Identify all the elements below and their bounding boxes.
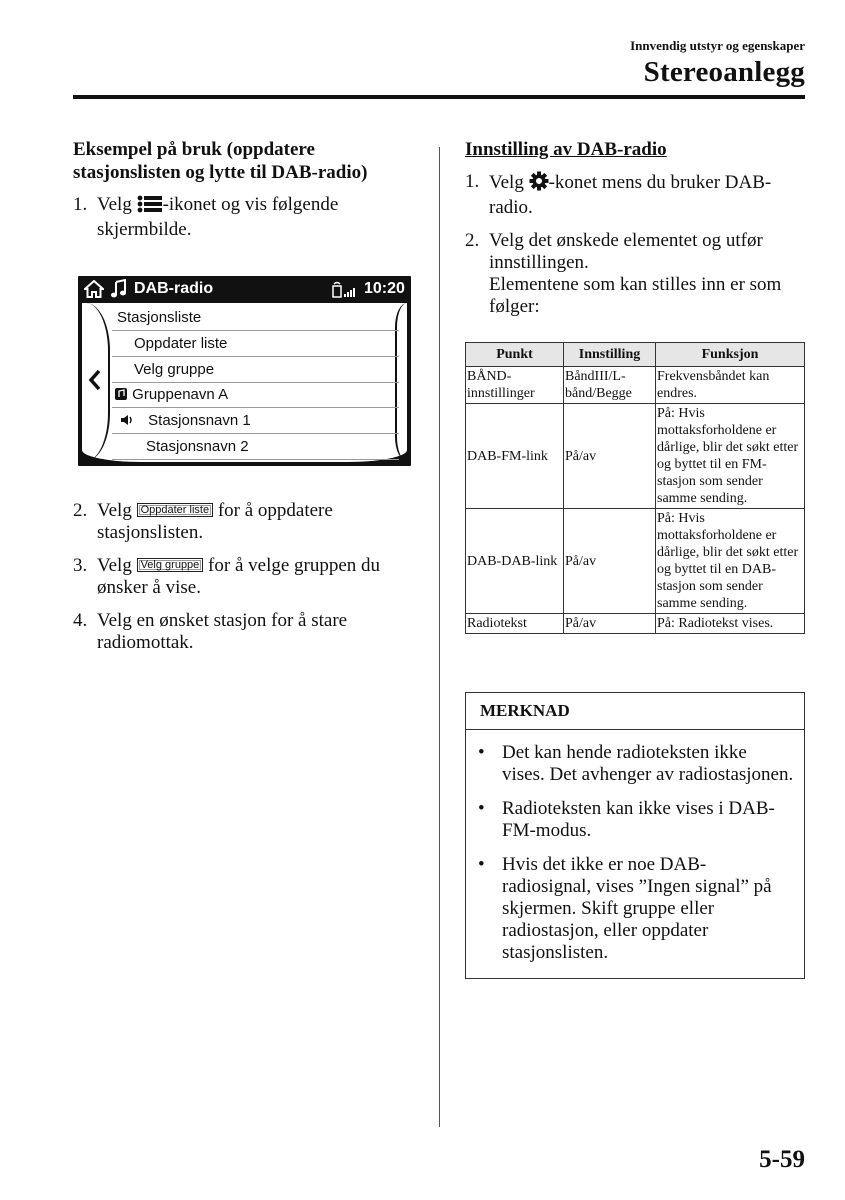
table-cell: På/av <box>564 404 656 509</box>
page-title: Stereoanlegg <box>643 56 805 88</box>
right-column <box>465 138 805 634</box>
list-item-update-list[interactable]: Oppdater liste <box>112 331 399 357</box>
left-step-3 <box>73 555 418 599</box>
table-cell: På: Radiotekst vises. <box>656 614 805 634</box>
table-row <box>466 509 805 614</box>
table-cell: DAB-DAB-link <box>466 509 564 614</box>
step-text-pre: Velg <box>97 555 137 576</box>
step-text-line-2: Elementene som kan stilles inn er som følger: <box>489 274 782 317</box>
example-heading: Eksempel på bruk (oppdatere stasjonslisten og lytte til DAB-radio) <box>73 139 368 183</box>
step-text-post: -ikonet og vis følgende skjermbilde. <box>97 194 339 240</box>
note-box <box>465 692 805 979</box>
table-cell: Frekvensbåndet kan endres. <box>656 367 805 404</box>
station-name: Stasjonsnavn 1 <box>148 412 251 429</box>
speaker-icon <box>120 410 134 436</box>
table-cell: På: Hvis mottaksforholdene er dårlige, blir det søkt etter og byttet til en DAB-stasjon som sender samme sending. <box>656 509 805 614</box>
step-text-pre: Velg <box>97 194 137 215</box>
gear-icon <box>529 171 549 197</box>
home-icon <box>84 280 104 303</box>
table-cell: Radiotekst <box>466 614 564 634</box>
settings-heading: Innstilling av DAB-radio <box>465 139 667 160</box>
list-item-group-a[interactable] <box>112 382 399 408</box>
table-row <box>466 404 805 509</box>
right-step-2 <box>465 230 805 318</box>
section-label: Innvendig utstyr og egenskaper <box>630 38 805 53</box>
select-group-key: Velg gruppe <box>137 558 204 572</box>
table-row <box>466 614 805 634</box>
list-item-station-1[interactable] <box>112 408 399 434</box>
col-header-innstilling: Innstilling <box>564 343 656 367</box>
note-title: MERKNAD <box>466 693 804 730</box>
col-header-punkt: Punkt <box>466 343 564 367</box>
screen-title: DAB-radio <box>134 280 214 297</box>
page-number: 5-59 <box>759 1146 805 1173</box>
note-text: Det kan hende radioteksten ikke vises. Det avhenger av radiostasjonen. <box>502 742 794 785</box>
group-name: Gruppenavn A <box>132 386 229 403</box>
right-step-1 <box>465 171 805 219</box>
update-list-key: Oppdater liste <box>137 503 213 517</box>
table-cell: BÅND-innstillinger <box>466 367 564 404</box>
left-step-4 <box>73 610 418 654</box>
step-text-post: for å oppdatere stasjonslisten. <box>97 500 333 543</box>
list-menu-icon <box>137 195 163 219</box>
note-text: Radioteksten kan ikke vises i DAB-FM-modus. <box>502 798 775 841</box>
table-cell: På: Hvis mottaksforholdene er dårlige, blir det søkt etter og byttet til en FM-stasjon som sender samme sending. <box>656 404 805 509</box>
step-number: 2. <box>465 230 480 251</box>
column-divider <box>439 147 440 1127</box>
screen-status-bar <box>78 276 411 303</box>
table-cell: På/av <box>564 509 656 614</box>
dab-radio-screen <box>78 276 411 466</box>
note-item <box>466 742 804 786</box>
left-step-2 <box>73 500 418 544</box>
bullet-icon: • <box>478 854 485 875</box>
note-item <box>466 798 804 842</box>
settings-table <box>465 342 805 634</box>
step-number: 4. <box>73 610 88 631</box>
step-text-post: for å velge gruppen du ønsker å vise. <box>97 555 381 598</box>
left-step-1 <box>73 194 418 241</box>
note-list <box>466 742 804 978</box>
screen-body <box>82 303 407 462</box>
note-text: Hvis det ikke er noe DAB-radiosignal, vises ”Ingen signal” på skjermen. Skift gruppe eller radiostasjon, eller oppdater stasjonslisten. <box>502 854 772 963</box>
step-number: 1. <box>73 194 88 215</box>
step-text-line-1: Velg det ønskede elementet og utfør innstillingen. <box>489 230 763 273</box>
table-cell: DAB-FM-link <box>466 404 564 509</box>
step-text-pre: Velg <box>97 500 137 521</box>
note-item <box>466 854 804 964</box>
list-item-station-2[interactable]: Stasjonsnavn 2 <box>112 434 399 460</box>
table-cell: BåndIII/L-bånd/Begge <box>564 367 656 404</box>
music-note-icon <box>111 279 127 304</box>
table-row <box>466 367 805 404</box>
title-rule <box>73 95 805 99</box>
list-item-select-group[interactable]: Velg gruppe <box>112 357 399 383</box>
col-header-funksjon: Funksjon <box>656 343 805 367</box>
step-text-post: -konet mens du bruker DAB-radio. <box>489 172 772 218</box>
step-text: Velg en ønsket stasjon for å stare radiomottak. <box>97 610 348 653</box>
step-number: 3. <box>73 555 88 576</box>
step-number: 1. <box>465 171 480 192</box>
screen-clock: 10:20 <box>364 280 405 297</box>
step-text-pre: Velg <box>489 172 529 193</box>
step-number: 2. <box>73 500 88 521</box>
left-steps <box>73 500 418 654</box>
left-column <box>73 138 418 241</box>
bullet-icon: • <box>478 798 485 819</box>
table-cell: På/av <box>564 614 656 634</box>
back-chevron-icon[interactable] <box>88 369 102 396</box>
table-header-row <box>466 343 805 367</box>
signal-icon <box>332 281 356 303</box>
bullet-icon: • <box>478 742 485 763</box>
group-folder-icon <box>114 384 128 410</box>
list-item-station-list[interactable]: Stasjonsliste <box>112 305 399 331</box>
station-list <box>112 303 399 462</box>
